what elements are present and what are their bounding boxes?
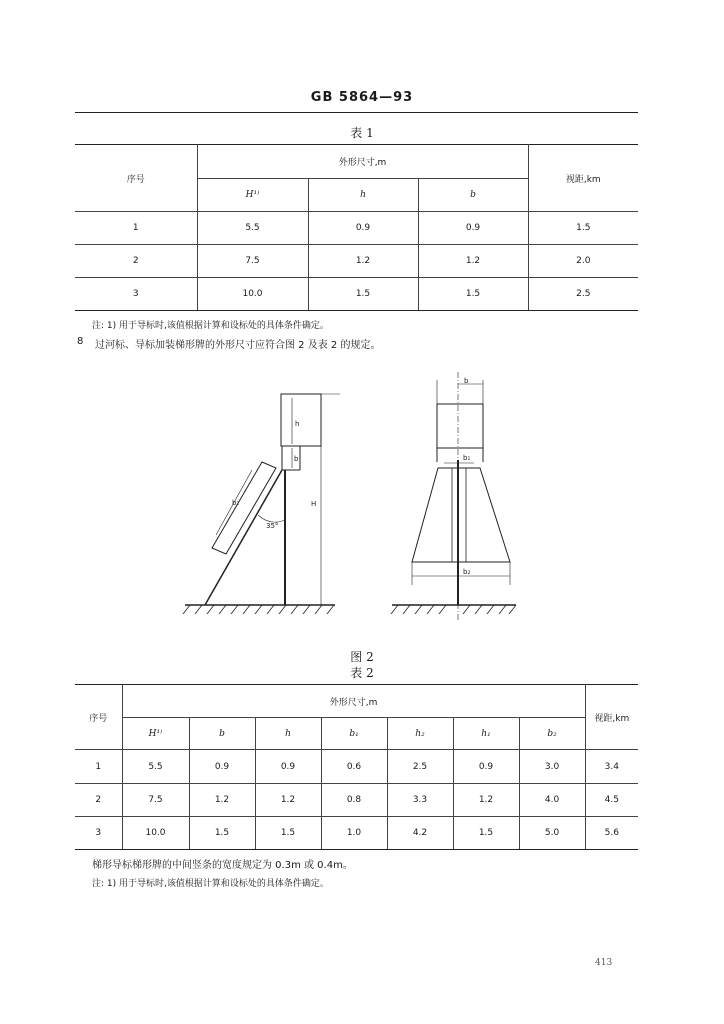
label-h2: b₂ [232,499,240,507]
top-board [281,394,321,446]
table2-statement: 梯形导标梯形牌的中间竖条的宽度规定为 0.3m 或 0.4m。 [92,860,353,871]
row-number: 3 [75,278,197,311]
table-cell: 3.4 [585,750,638,784]
table-cell: 0.9 [308,212,418,245]
table-row [75,212,638,245]
table1-col-H: H¹⁾ [197,179,308,212]
strut [205,470,282,605]
table2-caption: 表 2 [350,666,374,680]
trapezoid-board [412,468,510,562]
table-cell: 4.5 [585,784,638,817]
table-cell: 1.2 [308,245,418,278]
table-cell: 5.0 [519,817,585,850]
table-cell: 7.5 [197,245,308,278]
table1-note: 注: 1) 用于导标时,该值根据计算和设标处的具体条件确定。 [92,321,329,331]
table-cell: 2.5 [528,278,638,311]
table2-col-h2: h₂ [387,718,453,750]
table-cell: 4.2 [387,817,453,850]
table-cell: 1.5 [453,817,519,850]
table2-header-row [75,685,638,718]
table1-col-b: b [418,179,528,212]
table-cell: 3.0 [519,750,585,784]
inclined-board [212,462,279,554]
table-cell: 10.0 [122,817,189,850]
table-cell: 0.8 [321,784,387,817]
table-cell: 2.0 [528,245,638,278]
table-cell: 4.0 [519,784,585,817]
row-number: 1 [75,212,197,245]
table-cell: 1.2 [418,245,528,278]
table-cell: 1.5 [308,278,418,311]
label-H: H [311,500,317,508]
table-cell: 1.2 [255,784,321,817]
row-number: 1 [75,750,122,784]
standard-number: GB 5864—93 [310,90,414,105]
table-cell: 1.0 [321,817,387,850]
row-number: 2 [75,245,197,278]
table-cell: 5.6 [585,817,638,850]
table2-col-b: b [189,718,255,750]
table1-header-row [75,145,638,179]
table1 [75,144,638,311]
ground-hatching [183,605,334,614]
table-cell: 1.5 [189,817,255,850]
table-cell: 3.3 [387,784,453,817]
table2-subheader-row [75,718,638,750]
table-cell: 5.5 [197,212,308,245]
table1-col-range: 视距,km [528,145,638,212]
table-cell: 0.9 [255,750,321,784]
table1-caption: 表 1 [350,126,374,140]
table1-group-header: 外形尺寸,m [197,145,528,179]
table-cell: 1.5 [528,212,638,245]
table-cell: 1.2 [453,784,519,817]
row-number: 3 [75,817,122,850]
row-number: 2 [75,784,122,817]
table-row [75,817,638,850]
label-angle: 35° [266,522,279,530]
table2-col-b2: b₂ [519,718,585,750]
table2-col-h: h [255,718,321,750]
table2-col-H: H¹⁾ [122,718,189,750]
table-row [75,278,638,311]
table-cell: 2.5 [387,750,453,784]
section-number: 8 [77,336,84,347]
table2-col-range: 视距,km [585,685,638,750]
table1-col-no: 序号 [75,145,197,212]
table1-col-h: h [308,179,418,212]
table2-note: 注: 1) 用于导标时,该值根据计算和设标处的具体条件确定。 [92,879,329,889]
table-row [75,750,638,784]
label-b-right: b [464,377,469,385]
table2-col-no: 序号 [75,685,122,750]
table-cell: 5.5 [122,750,189,784]
table-cell: 0.6 [321,750,387,784]
table-cell: 1.5 [255,817,321,850]
label-b2: b₂ [463,568,471,576]
table-cell: 0.9 [453,750,519,784]
header-rule [75,112,638,113]
table-cell: 10.0 [197,278,308,311]
table2-col-h1: h₁ [453,718,519,750]
figure-2-drawing [175,360,535,640]
table-cell: 7.5 [122,784,189,817]
table-cell: 1.2 [189,784,255,817]
table2-col-b1: b₁ [321,718,387,750]
label-h: h [295,420,300,428]
table-cell: 0.9 [418,212,528,245]
page-number: 413 [595,958,613,968]
table2-group-header: 外形尺寸,m [122,685,585,718]
table-cell: 0.9 [189,750,255,784]
table-cell: 1.5 [418,278,528,311]
label-b: b [294,455,299,463]
label-b1: b₁ [463,454,471,462]
table-row [75,784,638,817]
section-text: 过河标、导标加装梯形牌的外形尺寸应符合图 2 及表 2 的规定。 [95,340,381,351]
top-board-right [437,404,483,448]
table-row [75,245,638,278]
table2 [75,684,638,850]
figure-caption: 图 2 [350,650,374,664]
